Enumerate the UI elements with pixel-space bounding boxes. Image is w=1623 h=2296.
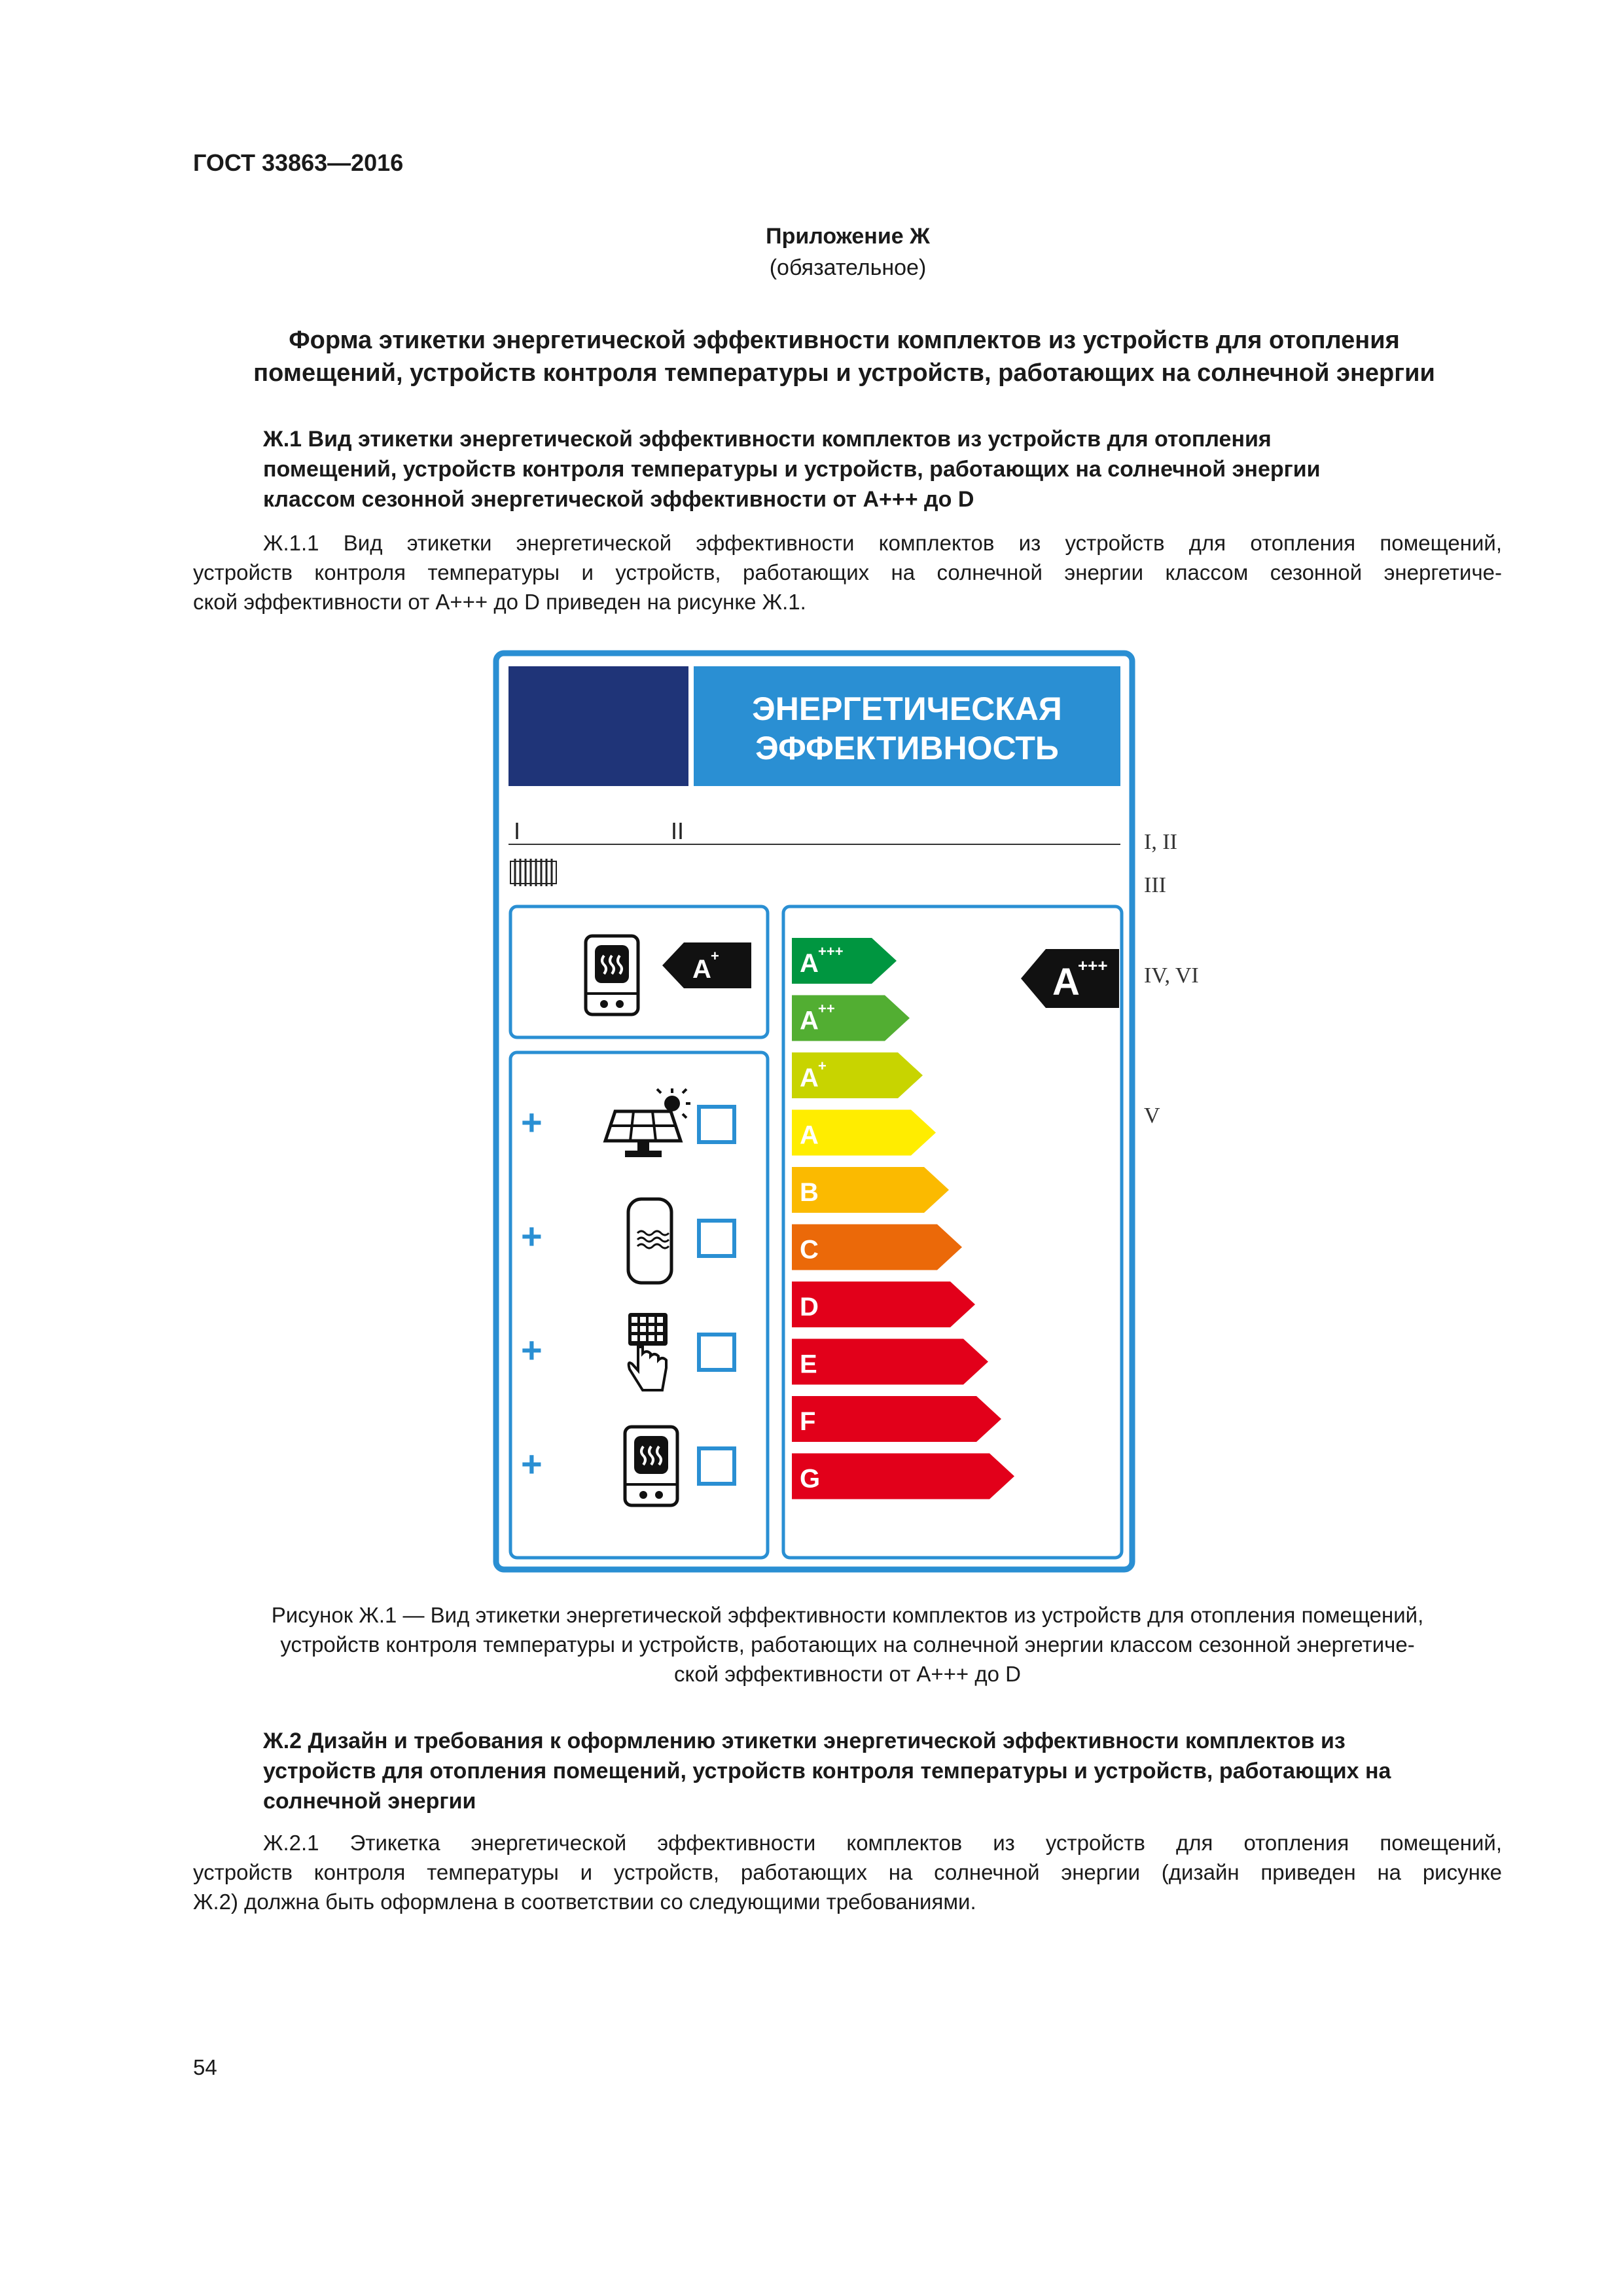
scale-arrow — [792, 996, 910, 1041]
section-1-heading — [263, 424, 1507, 514]
scale-letter: A — [800, 1006, 819, 1035]
document-code: ГОСТ 33863—2016 — [193, 149, 404, 176]
scale-superscript: + — [818, 1058, 827, 1074]
scale-superscript: +++ — [818, 943, 844, 960]
heading-line: помещений, устройств контроля температуры и устройств, работающих на солнечной энергии — [263, 457, 1321, 482]
model-marker: II — [671, 817, 685, 844]
callout-application: III — [1144, 873, 1166, 897]
paragraph-line: Ж.2.1 Этикетка энергетической эффективности комплектов из устройств для отопления помещений, — [263, 1831, 1502, 1855]
scale-arrow — [792, 1110, 936, 1156]
supplier-marker: I — [514, 817, 521, 844]
heater-class-letter: A — [692, 955, 711, 984]
heading-line: устройств для отопления помещений, устройств контроля температуры и устройств, работающих на — [263, 1759, 1391, 1784]
scale-arrow-shape — [792, 1396, 1001, 1442]
annex-heading — [190, 324, 1499, 389]
plus-sign: + — [521, 1102, 543, 1143]
scale-arrow — [792, 1396, 1001, 1442]
section-2-paragraph — [193, 1828, 1502, 1916]
package-class-superscript: +++ — [1078, 956, 1108, 975]
package-class-letter: A — [1052, 961, 1080, 1003]
paragraph-line: Ж.2) должна быть оформлена в соответствии со следующими требованиями. — [193, 1890, 976, 1914]
callout-classes: IV, VI — [1144, 963, 1199, 988]
scale-superscript: ++ — [818, 1000, 835, 1017]
supplier-logo-block — [508, 666, 688, 786]
section-2-heading — [263, 1726, 1507, 1816]
paragraph-line: ской эффективности от А+++ до D приведен на рисунке Ж.1. — [193, 590, 806, 614]
energy-label-figure — [491, 648, 1139, 1576]
heading-line: солнечной энергии — [263, 1789, 476, 1814]
annex-title: Приложение Ж — [766, 224, 930, 249]
component-checkbox — [699, 1335, 734, 1370]
caption-line: ской эффективности от А+++ до D — [674, 1662, 1021, 1686]
plus-sign: + — [521, 1443, 543, 1484]
paragraph-line: устройств контроля температуры и устройств, работающих на солнечной энергии классом сезонной энергетиче- — [193, 560, 1502, 584]
scale-letter: F — [800, 1407, 816, 1436]
scale-letter: C — [800, 1235, 819, 1265]
component-checkbox — [699, 1221, 734, 1256]
plus-sign: + — [521, 1215, 543, 1257]
scale-arrow — [792, 1339, 988, 1385]
component-checkbox — [699, 1107, 734, 1142]
scale-arrow-shape — [792, 1339, 988, 1385]
scale-letter: E — [800, 1350, 817, 1379]
scale-letter: A — [800, 949, 819, 978]
annex-heading-line: помещений, устройств контроля температуры и устройств, работающих на солнечной энергии — [253, 359, 1435, 387]
scale-arrow — [792, 1282, 975, 1327]
scale-arrow-shape — [792, 1282, 975, 1327]
scale-arrow — [792, 1454, 1014, 1499]
heading-line: классом сезонной энергетической эффективности от А+++ до D — [263, 487, 974, 512]
figure-caption — [193, 1600, 1502, 1689]
scale-letter: A — [800, 1121, 819, 1150]
hot-water-tank-icon — [628, 1199, 671, 1283]
annex-heading-line: Форма этикетки энергетической эффективности комплектов из устройств для отопления — [289, 327, 1400, 354]
plus-sign: + — [521, 1329, 543, 1371]
heading-line: Ж.2 Дизайн и требования к оформлению этикетки энергетической эффективности комплектов из — [263, 1729, 1346, 1753]
boiler-icon — [625, 1427, 677, 1505]
boiler-icon — [586, 936, 638, 1014]
annex-status: (обязательное) — [769, 255, 927, 280]
label-title-line1: ЭНЕРГЕТИЧЕСКАЯ — [752, 691, 1062, 727]
callout-components: V — [1144, 1103, 1160, 1128]
paragraph-line: Ж.1.1 Вид этикетки энергетической эффективности комплектов из устройств для отопления помещений, — [263, 531, 1502, 555]
label-title-line2: ЭФФЕКТИВНОСТЬ — [755, 730, 1059, 766]
caption-line: Рисунок Ж.1 — Вид этикетки энергетической эффективности комплектов из устройств для отопления помещений, — [271, 1603, 1424, 1627]
heater-class-superscript: + — [711, 948, 719, 964]
caption-line: устройств контроля температуры и устройств, работающих на солнечной энергии классом сезонной энергетиче- — [280, 1632, 1415, 1657]
scale-arrow — [792, 1052, 923, 1098]
scale-letter: D — [800, 1293, 819, 1321]
scale-arrow — [792, 1167, 949, 1213]
scale-arrow-shape — [792, 1454, 1014, 1499]
section-1-paragraph — [193, 528, 1502, 617]
page-number: 54 — [193, 2055, 217, 2079]
scale-letter: G — [800, 1464, 821, 1494]
scale-arrow — [792, 1225, 962, 1270]
callout-supplier-model: I, II — [1144, 830, 1177, 854]
scale-letter: B — [800, 1178, 819, 1207]
component-checkbox — [699, 1448, 734, 1484]
scale-letter: A — [800, 1064, 819, 1092]
heading-line: Ж.1 Вид этикетки энергетической эффективности комплектов из устройств для отопления — [263, 427, 1272, 452]
paragraph-line: устройств контроля температуры и устройств, работающих на солнечной энергии (дизайн приведен на рисунке — [193, 1860, 1502, 1884]
